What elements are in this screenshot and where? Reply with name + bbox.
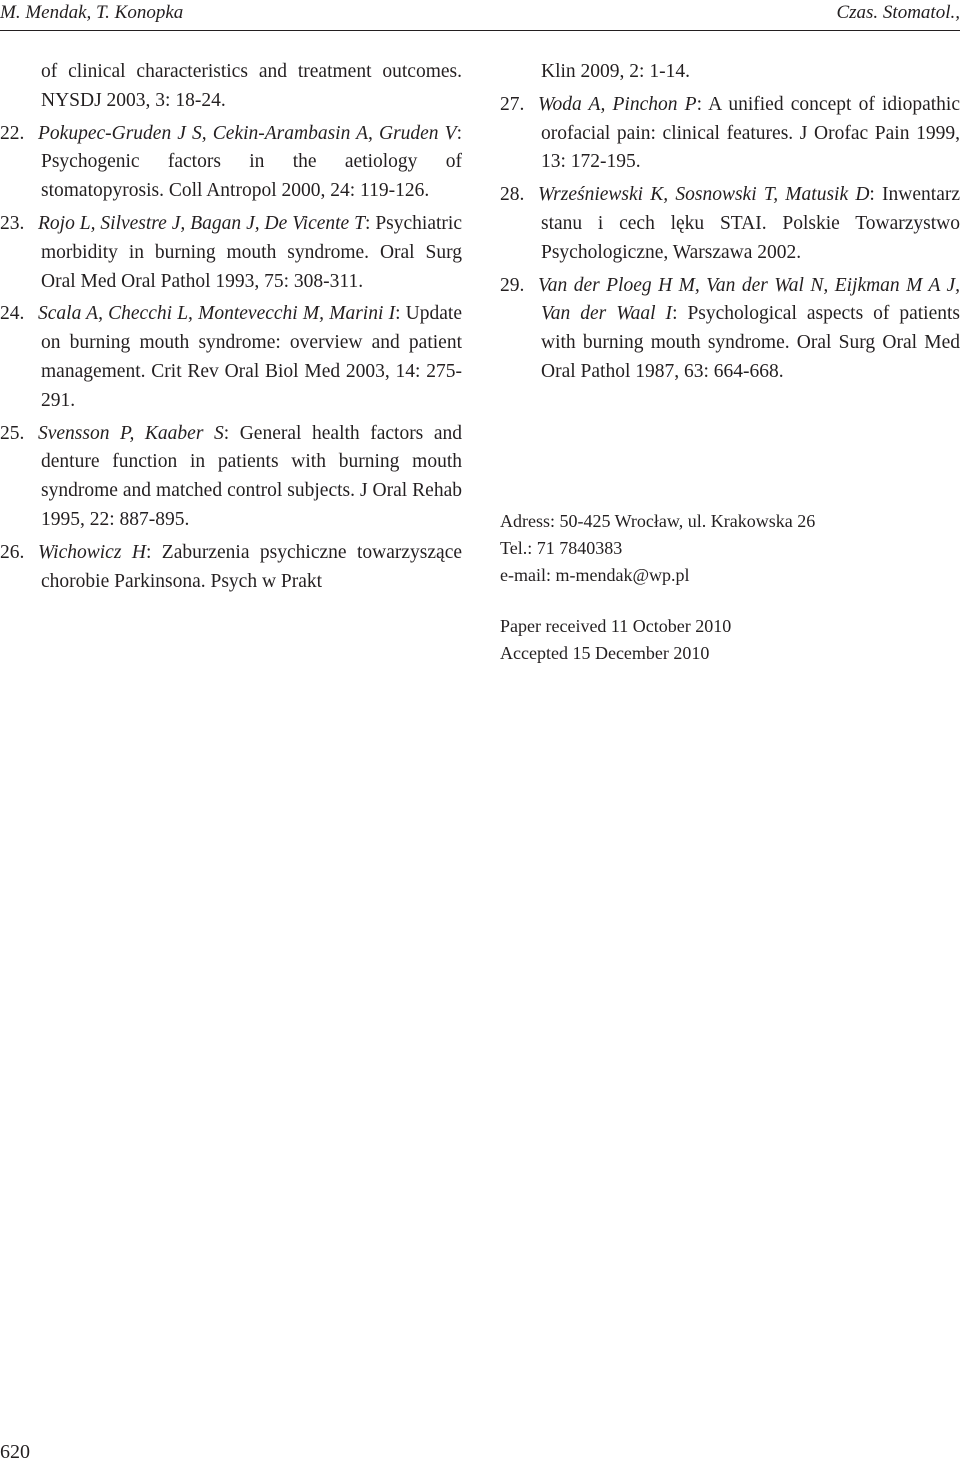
reference-number: 22. bbox=[0, 122, 25, 144]
reference-22 bbox=[0, 120, 462, 206]
reference-text: : Zaburzenia psychiczne towarzyszące chorobie Parkinsona. Psych w Prakt bbox=[41, 541, 462, 592]
email-line: e-mail: m-mendak@wp.pl bbox=[500, 565, 690, 585]
correspondence-address bbox=[500, 508, 815, 589]
reference-28 bbox=[500, 181, 960, 267]
reference-number: 27. bbox=[500, 93, 525, 115]
accepted-line: Accepted 15 December 2010 bbox=[500, 643, 710, 663]
reference-text: : Psychogenic factors in the aetiology of stomatopyrosis. Coll Antropol 2000, 24: 119-126. bbox=[41, 122, 462, 202]
references-left-column bbox=[0, 58, 462, 600]
reference-text: : Psychological aspects of patients with burning mouth syndrome. Oral Surg Oral Med Oral Pathol 1987, 63: 664-668. bbox=[541, 303, 960, 382]
header-journal: Czas. Stomatol., bbox=[836, 2, 960, 23]
reference-text: : Inwentarz stanu i cech lęku STAI. Polskie Towarzystwo Psychologiczne, Warszawa 2002. bbox=[541, 184, 960, 263]
phone-line: Tel.: 71 7840383 bbox=[500, 538, 623, 558]
reference-text: : Update on burning mouth syndrome: overview and patient management. Crit Rev Oral Biol Med 2003, 14: 275-291. bbox=[41, 303, 462, 411]
reference-authors: Pokupec-Gruden J S, Cekin-Arambasin A, Gruden V bbox=[38, 122, 457, 144]
reference-23 bbox=[0, 210, 462, 296]
running-header bbox=[0, 0, 960, 31]
reference-number: 26. bbox=[0, 541, 25, 563]
reference-number: 29. bbox=[500, 274, 525, 296]
reference-number: 24. bbox=[0, 303, 25, 325]
reference-text: : Psychiatric morbidity in burning mouth syndrome. Oral Surg Oral Med Oral Pathol 1993, 75: 308-311. bbox=[41, 212, 462, 292]
reference-27 bbox=[500, 91, 960, 177]
reference-continuation: of clinical characteristics and treatment outcomes. NYSDJ 2003, 3: 18-24. bbox=[41, 61, 462, 111]
reference-continuation: Klin 2009, 2: 1-14. bbox=[541, 61, 690, 82]
header-authors: M. Mendak, T. Konopka bbox=[0, 2, 184, 23]
reference-24 bbox=[0, 300, 462, 415]
page-number: 620 bbox=[0, 1441, 30, 1463]
reference-number: 23. bbox=[0, 212, 25, 234]
reference-number: 28. bbox=[500, 184, 525, 206]
reference-25 bbox=[0, 420, 462, 535]
received-dates bbox=[500, 613, 731, 667]
reference-26 bbox=[0, 539, 462, 597]
reference-authors: Van der Ploeg H M, Van der Wal N, Eijkman M A J, Van der Waal I bbox=[538, 274, 960, 325]
reference-29 bbox=[500, 272, 960, 387]
reference-text: : General health factors and denture function in patients with burning mouth syndrome and matched control subjects. J Oral Rehab 1995, 22: 887-895. bbox=[41, 422, 463, 530]
received-line: Paper received 11 October 2010 bbox=[500, 616, 732, 636]
address-line: Adress: 50-425 Wrocław, ul. Krakowska 26 bbox=[500, 511, 816, 531]
reference-authors: Wichowicz H bbox=[38, 541, 146, 563]
reference-authors: Wrześniewski K, Sosnowski T, Matusik D bbox=[538, 184, 870, 206]
references-right-column bbox=[500, 58, 960, 391]
reference-authors: Scala A, Checchi L, Montevecchi M, Marini I bbox=[38, 303, 396, 325]
reference-authors: Woda A, Pinchon P bbox=[538, 93, 697, 115]
reference-authors: Svensson P, Kaaber S bbox=[38, 422, 224, 444]
reference-number: 25. bbox=[0, 422, 25, 444]
reference-authors: Rojo L, Silvestre J, Bagan J, De Vicente T bbox=[38, 212, 365, 234]
reference-text: : A unified concept of idiopathic orofacial pain: clinical features. J Orofac Pain 1999, 13: 172-195. bbox=[541, 93, 960, 173]
